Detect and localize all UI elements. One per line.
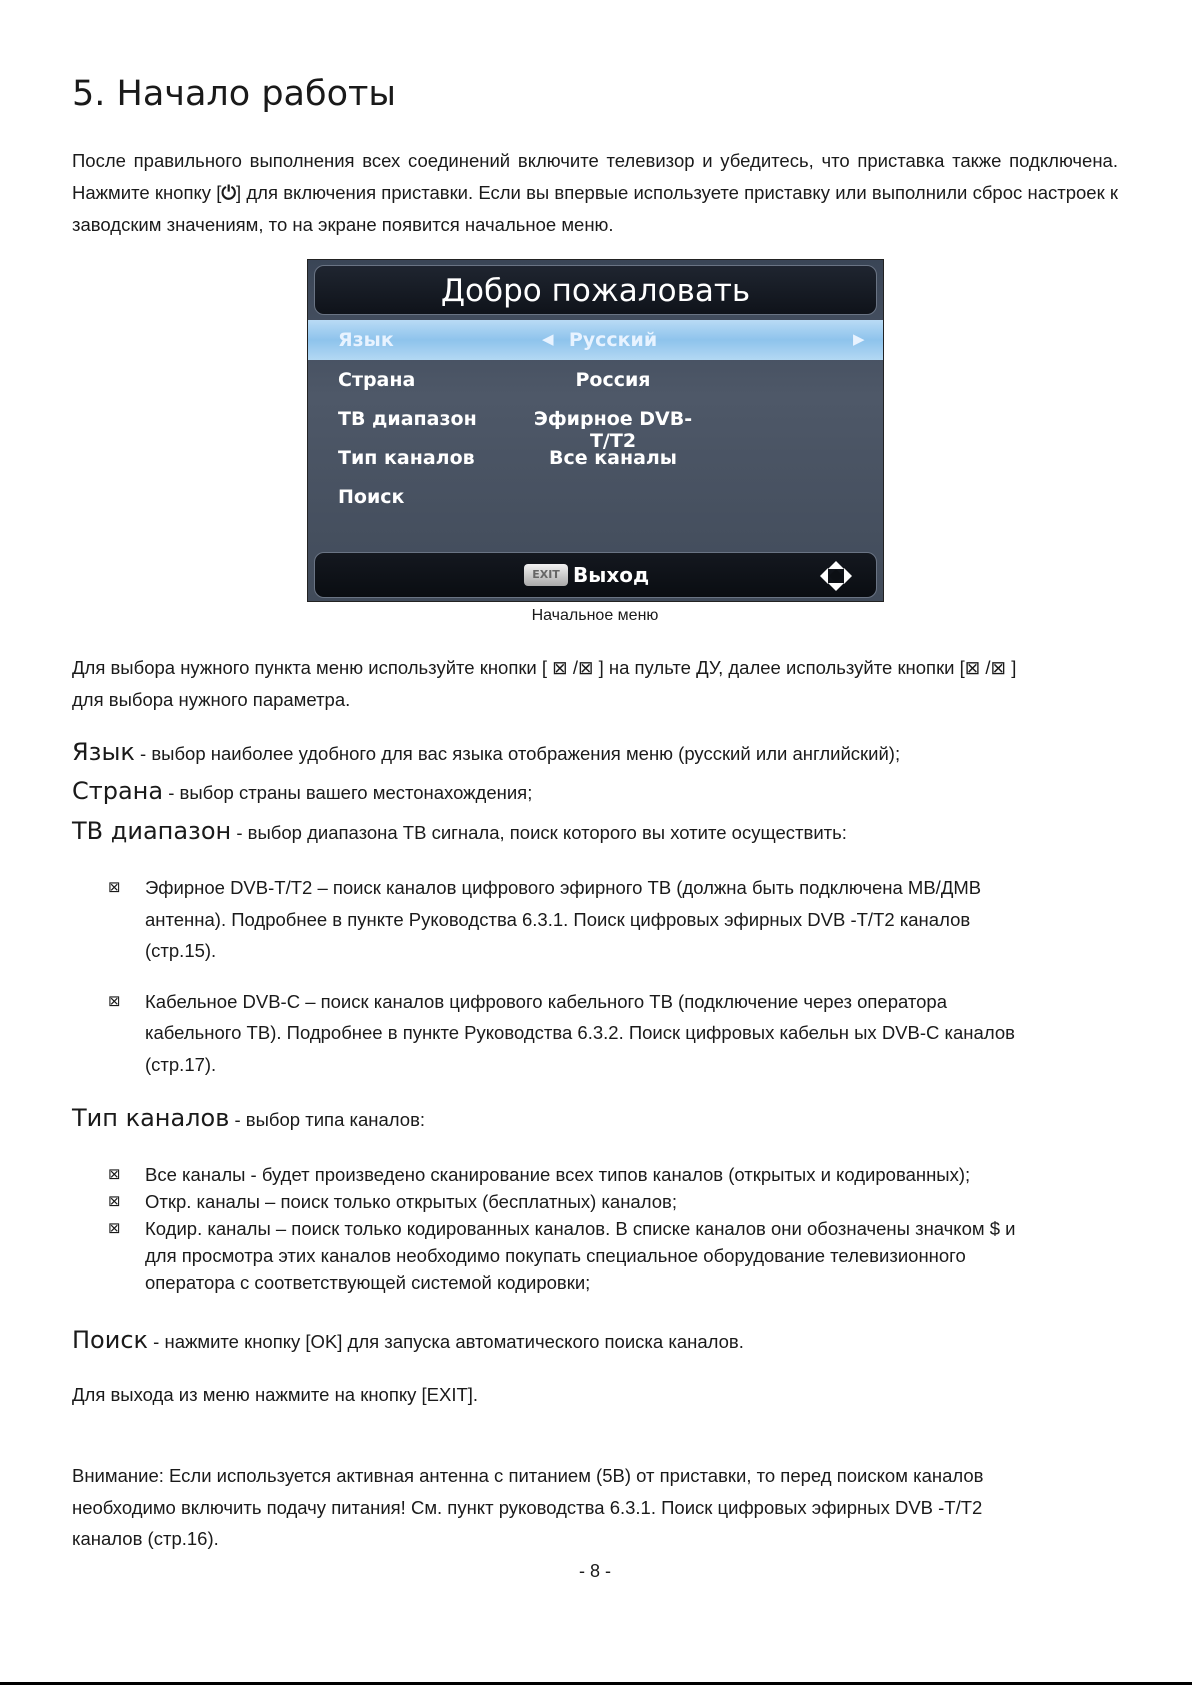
term-description: - выбор диапазона ТВ сигнала, поиск которого вы хотите осуществить:: [231, 822, 847, 843]
band-list: [108, 872, 1118, 1080]
warning-line: Внимание: Если используется активная антенна с питанием (5В) от приставки, то перед поиском каналов: [72, 1465, 984, 1486]
warning-line: необходимо включить подачу питания! См. пункт руководства 6.3.1. Поиск цифровых эфирных DVB -T/T2: [72, 1496, 983, 1518]
term-description: - выбор страны вашего местонахождения;: [163, 782, 533, 803]
navigation-line: Для выбора нужного пункта меню используйте кнопки [ ⊠ /⊠ ] на пульте ДУ, далее используйте кнопки [⊠ /⊠ ]: [72, 657, 1017, 678]
term-label: ТВ диапазон: [72, 817, 232, 845]
tv-menu-value: Русский: [568, 329, 658, 351]
term-language: [72, 737, 1118, 770]
page-number: - 8 -: [578, 1561, 611, 1581]
tv-menu-row-channel-type: [308, 438, 883, 478]
tv-menu-row-country: [308, 360, 883, 400]
arrow-left-icon: ◀: [542, 330, 554, 348]
term-label: Тип каналов: [72, 1104, 230, 1132]
term-country: [72, 776, 1118, 809]
navigation-paragraph: [72, 652, 1118, 715]
list-item-text: антенна). Подробнее в пункте Руководства 6.3.1. Поиск цифровых эфирных DVB -T/T2 каналов: [145, 908, 971, 930]
figure-caption: Начальное меню: [531, 607, 659, 624]
list-item-text: Эфирное DVB-T/T2 – поиск каналов цифрового эфирного ТВ (должна быть подключена МВ/ДМВ: [145, 877, 982, 898]
bullet-icon: ⊠: [108, 1219, 121, 1237]
list-item-text: (стр.15).: [145, 940, 217, 961]
list-item: [108, 1188, 1118, 1215]
list-item: [108, 1161, 1118, 1188]
exit-button-icon: EXIT: [524, 564, 568, 586]
term-description: - выбор типа каналов:: [229, 1109, 426, 1130]
power-icon: ⏻: [221, 182, 237, 204]
exit-note-text: Для выхода из меню нажмите на кнопку [EXIT].: [72, 1384, 479, 1405]
warning-line: каналов (стр.16).: [72, 1528, 219, 1549]
tv-menu-row-language: [308, 320, 883, 360]
tv-menu-row-search: [308, 477, 883, 517]
warning-paragraph: [72, 1460, 1118, 1555]
bullet-icon: ⊠: [108, 991, 121, 1010]
tv-menu-screenshot: [307, 259, 884, 602]
tv-menu-value: Все каналы: [548, 447, 677, 469]
list-item-text: для просмотра этих каналов необходимо покупать специальное оборудование телевизионного: [145, 1245, 966, 1266]
term-description: - выбор наиболее удобного для вас языка отображения меню (русский или английский);: [134, 743, 901, 764]
intro-text-2: ] для включения приставки. Если вы впервые используете приставку или выполнили сброс настроек к заводским значениям, то на экране появится начальное меню.: [72, 181, 1118, 235]
term-label: Язык: [72, 738, 135, 766]
term-description: - нажмите кнопку [OK] для запуска автоматического поиска каналов.: [148, 1331, 744, 1352]
list-item-text: Кабельное DVB-C – поиск каналов цифрового кабельного ТВ (подключение через оператора: [145, 990, 947, 1012]
tv-menu-row-band: [308, 399, 883, 452]
bullet-icon: ⊠: [108, 878, 121, 896]
arrow-right-icon: ▶: [853, 330, 865, 348]
term-channel-type: [72, 1103, 1118, 1136]
tv-menu-label: Тип каналов: [338, 447, 475, 469]
list-item-text: кабельного ТВ). Подробнее в пункте Руководства 6.3.2. Поиск цифровых кабельн ых DVB-C каналов: [145, 1022, 1015, 1043]
list-item: [108, 872, 1118, 967]
tv-menu-title: Добро пожаловать: [314, 265, 877, 315]
list-item-text: Все каналы - будет произведено сканирование всех типов каналов (открытых и кодированных);: [145, 1164, 971, 1185]
bullet-icon: ⊠: [108, 1192, 121, 1210]
exit-label: Выход: [573, 563, 650, 587]
exit-note: [72, 1379, 1118, 1411]
navigation-line: для выбора нужного параметра.: [72, 688, 351, 710]
list-item-text: (стр.17).: [145, 1053, 217, 1075]
tv-menu-label: ТВ диапазон: [338, 408, 477, 430]
term-label: Страна: [72, 777, 164, 805]
tv-menu-value: Россия: [575, 369, 651, 391]
term-search: [72, 1325, 1118, 1358]
intro-text-1: После правильного выполнения всех соединений включите телевизор и убедитесь, что приставка также подключена. Нажмите кнопку [: [72, 150, 1118, 203]
list-item: [108, 1215, 1118, 1296]
tv-menu-footer: [314, 552, 877, 598]
intro-paragraph: [72, 145, 1118, 241]
term-band: [72, 816, 1118, 849]
navigation-arrows-icon: [818, 559, 854, 600]
tv-menu-label: Страна: [338, 369, 416, 391]
tv-menu-label: Поиск: [338, 486, 405, 508]
list-item: [108, 986, 1118, 1081]
bullet-icon: ⊠: [108, 1165, 121, 1183]
list-item-text: Откр. каналы – поиск только открытых (бесплатных) каналов;: [145, 1191, 677, 1212]
list-item-text: оператора с соответствующей системой кодировки;: [145, 1272, 591, 1293]
list-item-text: Кодир. каналы – поиск только кодированных каналов. В списке каналов они обозначены значком $ и: [145, 1218, 1016, 1239]
tv-menu-label: Язык: [338, 329, 394, 351]
term-label: Поиск: [72, 1326, 149, 1354]
tv-menu-value: Эфирное DVB-T/T2: [533, 408, 693, 452]
channel-type-list: [108, 1161, 1118, 1296]
section-title: 5. Начало работы: [72, 74, 397, 114]
